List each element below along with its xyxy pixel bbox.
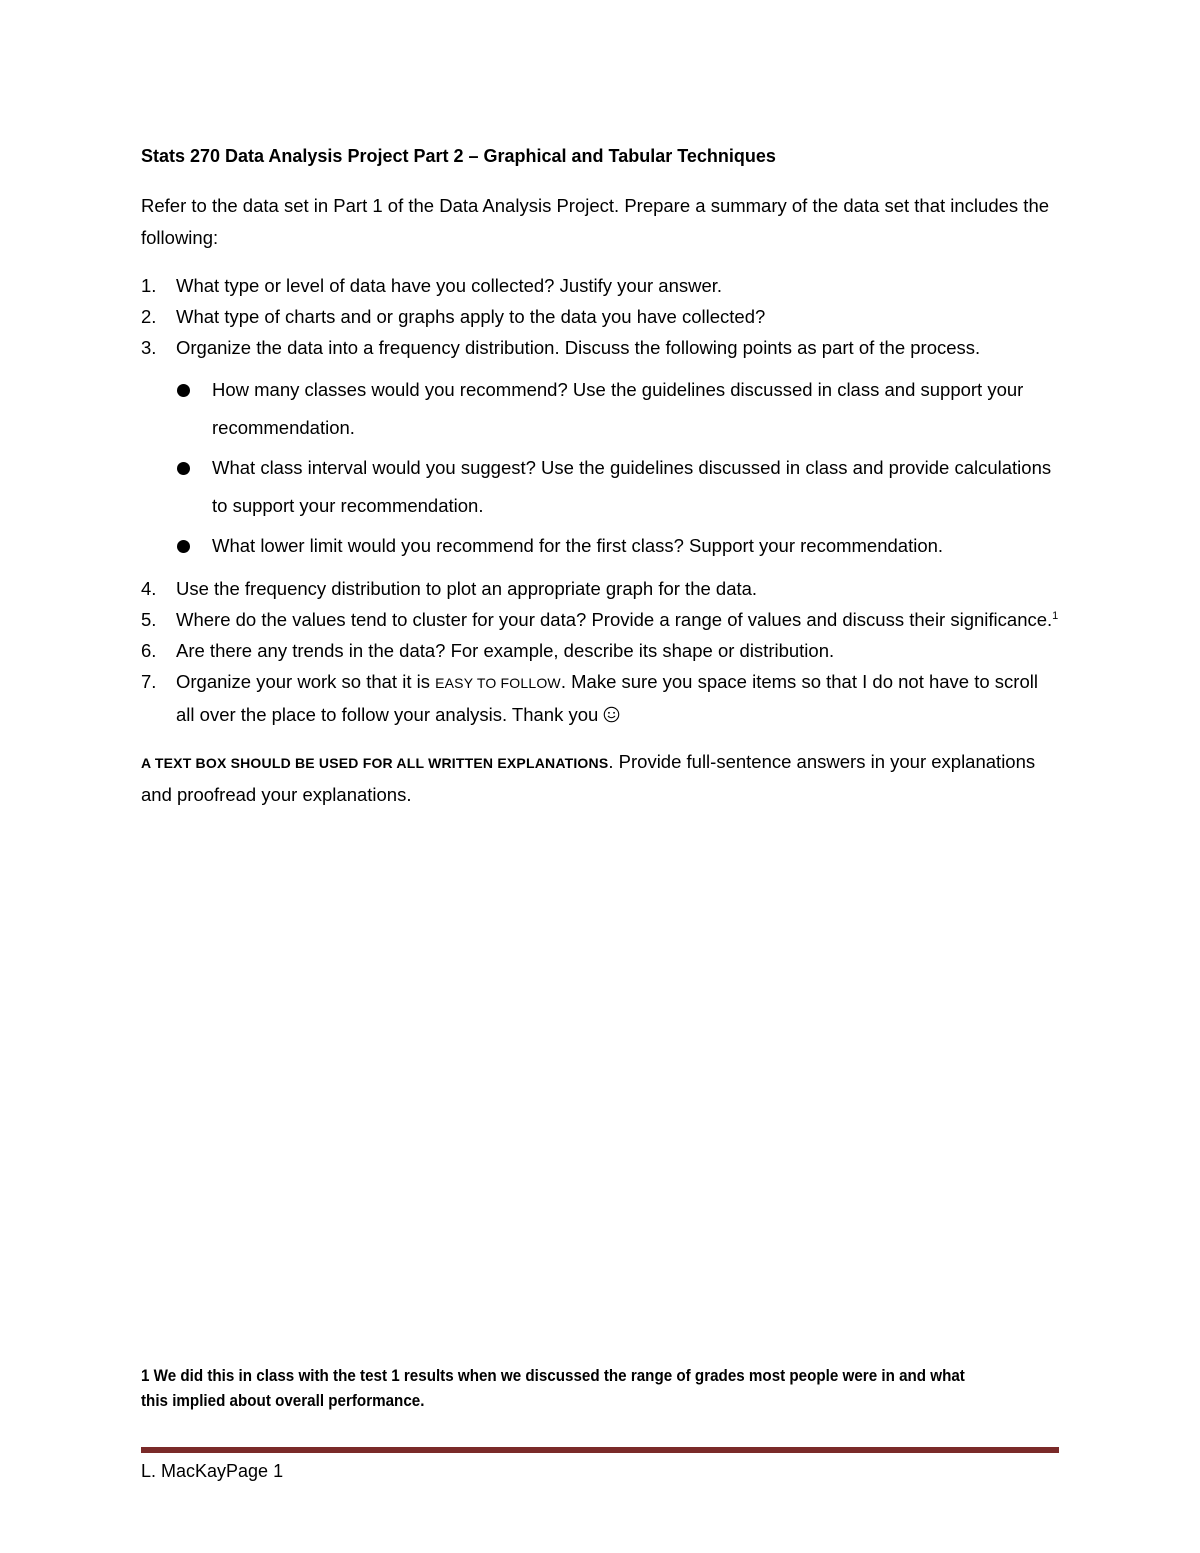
document-title: Stats 270 Data Analysis Project Part 2 – Graphical and Tabular Techniques bbox=[141, 146, 776, 166]
list-item bbox=[141, 332, 1061, 363]
closing-emphasis: A TEXT BOX SHOULD BE USED FOR ALL WRITTEN EXPLANATIONS bbox=[141, 755, 609, 771]
item-number: 6. bbox=[141, 640, 157, 661]
bullet-icon bbox=[177, 462, 190, 475]
item-number: 5. bbox=[141, 609, 157, 630]
item-text: What type or level of data have you collected? Justify your answer. bbox=[176, 275, 723, 296]
item-text: Are there any trends in the data? For example, describe its shape or distribution. bbox=[176, 640, 835, 661]
list-item bbox=[141, 573, 1061, 604]
page-footer: L. MacKayPage 1 bbox=[141, 1461, 284, 1481]
list-item bbox=[141, 301, 1061, 332]
bullet-item bbox=[177, 527, 1061, 565]
item-text: Use the frequency distribution to plot an appropriate graph for the data. bbox=[176, 578, 758, 599]
item-text: Where do the values tend to cluster for your data? Provide a range of values and discuss their significance. bbox=[176, 609, 1053, 630]
footnote: 1 We did this in class with the test 1 results when we discussed the range of grades most people were in and what this implied about overall performance. bbox=[141, 1367, 965, 1410]
item-number: 2. bbox=[141, 306, 157, 327]
closing-text: . Provide full-sentence answers in your explanations and proofread your explanations. bbox=[141, 751, 1036, 805]
item-number: 4. bbox=[141, 578, 157, 599]
bullet-text: How many classes would you recommend? Use the guidelines discussed in class and support your recommendation. bbox=[212, 379, 1024, 438]
bullet-text: What lower limit would you recommend for the first class? Support your recommendation. bbox=[212, 535, 944, 556]
numbered-list bbox=[141, 270, 1061, 363]
document-body bbox=[141, 143, 1061, 811]
list-item bbox=[141, 635, 1061, 666]
bullet-icon bbox=[177, 540, 190, 553]
list-item bbox=[141, 604, 1061, 635]
numbered-list-continued bbox=[141, 573, 1061, 730]
list-item bbox=[141, 270, 1061, 301]
item-number: 3. bbox=[141, 337, 157, 358]
footer-rule bbox=[141, 1447, 1059, 1453]
bullet-item bbox=[177, 371, 1061, 447]
bullet-item bbox=[177, 449, 1061, 525]
list-item bbox=[141, 666, 1061, 730]
footnote-ref: 1 bbox=[1052, 609, 1059, 622]
intro-paragraph: Refer to the data set in Part 1 of the Data Analysis Project. Prepare a summary of the data set that includes the following: bbox=[141, 195, 1050, 248]
item-text: Organize the data into a frequency distribution. Discuss the following points as part of the process. bbox=[176, 337, 981, 358]
item-text: What type of charts and or graphs apply to the data you have collected? bbox=[176, 306, 766, 327]
smiley-icon bbox=[603, 706, 620, 723]
bullet-text: What class interval would you suggest? Use the guidelines discussed in class and provide calculations to support your recommendation. bbox=[212, 457, 1052, 516]
item-number: 7. bbox=[141, 671, 157, 692]
item-text-end: . Make sure you space items so that I do not have to scroll all over the place to follow your analysis. Thank you bbox=[176, 671, 1038, 725]
closing-paragraph bbox=[141, 746, 1061, 811]
item-text-smallcaps: EASY TO FOLLOW bbox=[435, 675, 561, 691]
bullet-list bbox=[141, 371, 1061, 565]
item-number: 1. bbox=[141, 275, 157, 296]
bullet-icon bbox=[177, 384, 190, 397]
item-text-start: Organize your work so that it is bbox=[176, 671, 436, 692]
